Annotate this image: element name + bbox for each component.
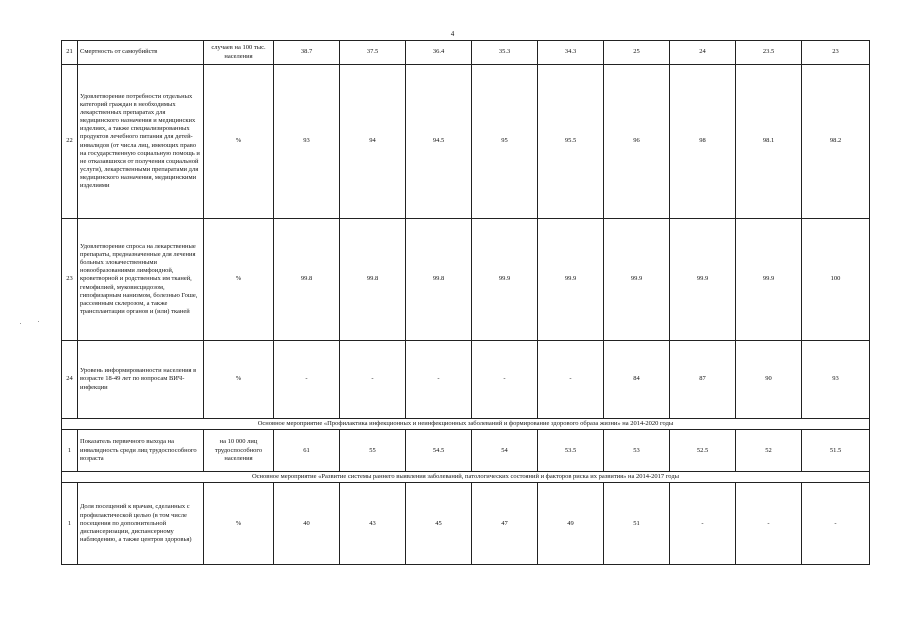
value-cell: 94.5	[406, 65, 472, 219]
value-cell: 84	[604, 341, 670, 419]
value-cell: 43	[340, 483, 406, 565]
row-number: 23	[62, 219, 78, 341]
value-cell: 95.5	[538, 65, 604, 219]
value-cell: 93	[802, 341, 870, 419]
value-cell: 99.9	[604, 219, 670, 341]
row-number: 24	[62, 341, 78, 419]
value-cell: 38.7	[274, 41, 340, 65]
unit-cell: %	[204, 483, 274, 565]
scan-artifact	[20, 323, 21, 324]
unit-cell: %	[204, 341, 274, 419]
row-number: 22	[62, 65, 78, 219]
table-row	[62, 430, 870, 472]
indicators-table	[61, 40, 870, 565]
value-cell: 54	[472, 430, 538, 472]
indicator-name: Удовлетворение спроса на лекарственные препараты, предназначенные для лечения больных злокачественными новообразованиями лимфоидной, кроветворной и родственных им тканей, гемофилией, муковисцидозом, гипофизарным нанизмом, болезнью Гоше, рассеянным склерозом, а также трансплантации органов и (или) тканей	[78, 219, 204, 341]
value-cell: 23	[802, 41, 870, 65]
value-cell: 98	[670, 65, 736, 219]
value-cell: 45	[406, 483, 472, 565]
value-cell: 36.4	[406, 41, 472, 65]
value-cell: 90	[736, 341, 802, 419]
value-cell: 25	[604, 41, 670, 65]
value-cell: 37.5	[340, 41, 406, 65]
unit-cell: %	[204, 219, 274, 341]
value-cell: 100	[802, 219, 870, 341]
value-cell: 55	[340, 430, 406, 472]
value-cell: -	[274, 341, 340, 419]
value-cell: -	[802, 483, 870, 565]
value-cell: 99.8	[406, 219, 472, 341]
table-row	[62, 341, 870, 419]
value-cell: 51	[604, 483, 670, 565]
section-header-row	[62, 472, 870, 483]
value-cell: 99.9	[670, 219, 736, 341]
value-cell: 52	[736, 430, 802, 472]
section-title: Основное мероприятие «Профилактика инфекционных и неинфекционных заболеваний и формирование здорового образа жизни» на 2014-2020 годы	[62, 419, 870, 430]
value-cell: 61	[274, 430, 340, 472]
value-cell: -	[670, 483, 736, 565]
unit-cell: %	[204, 65, 274, 219]
value-cell: -	[736, 483, 802, 565]
row-number: 21	[62, 41, 78, 65]
value-cell: 93	[274, 65, 340, 219]
value-cell: 54.5	[406, 430, 472, 472]
indicator-name: Доля посещений к врачам, сделанных с профилактической целью (в том числе посещения по дополнительной диспансеризации, диспансерному наблюдению, а также центров здоровья)	[78, 483, 204, 565]
value-cell: 49	[538, 483, 604, 565]
row-number: 1	[62, 483, 78, 565]
value-cell: 99.9	[538, 219, 604, 341]
value-cell: 53.5	[538, 430, 604, 472]
indicator-name: Удовлетворение потребности отдельных категорий граждан в необходимых лекарственных препаратах для медицинского назначения и медицинских изделиях, а также специализированных продуктов лечебного питания для детей-инвалидов (от числа лиц, имеющих право на государственную социальную помощь и не отказавшихся от получения социальной услуги), лекарственными препаратами для медицинского назначения, медицинскими изделиями	[78, 65, 204, 219]
table-row	[62, 483, 870, 565]
value-cell: 34.3	[538, 41, 604, 65]
table-body	[62, 41, 870, 565]
value-cell: 98.1	[736, 65, 802, 219]
value-cell: 23.5	[736, 41, 802, 65]
value-cell: 35.3	[472, 41, 538, 65]
scan-artifact	[38, 321, 39, 322]
unit-cell: случаев на 100 тыс. населения	[204, 41, 274, 65]
page-number: 4	[450, 30, 455, 38]
row-number: 1	[62, 430, 78, 472]
value-cell: 47	[472, 483, 538, 565]
table-row	[62, 41, 870, 65]
value-cell: 40	[274, 483, 340, 565]
value-cell: 98.2	[802, 65, 870, 219]
value-cell: 24	[670, 41, 736, 65]
value-cell: 53	[604, 430, 670, 472]
value-cell: 94	[340, 65, 406, 219]
value-cell: -	[406, 341, 472, 419]
table-row	[62, 65, 870, 219]
indicator-name: Уровень информированности населения в возрасте 18-49 лет по вопросам ВИЧ-инфекции	[78, 341, 204, 419]
value-cell: -	[538, 341, 604, 419]
value-cell: 96	[604, 65, 670, 219]
value-cell: 99.8	[274, 219, 340, 341]
value-cell: 99.8	[340, 219, 406, 341]
unit-cell: на 10 000 лиц трудоспособного населения	[204, 430, 274, 472]
value-cell: 87	[670, 341, 736, 419]
value-cell: 51.5	[802, 430, 870, 472]
value-cell: -	[472, 341, 538, 419]
value-cell: 99.9	[736, 219, 802, 341]
indicator-name: Показатель первичного выхода на инвалидность среди лиц трудоспособного возраста	[78, 430, 204, 472]
value-cell: 99.9	[472, 219, 538, 341]
indicator-name: Смертность от самоубийств	[78, 41, 204, 65]
section-title: Основное мероприятие «Развитие системы раннего выявления заболеваний, патологических состояний и факторов риска их развития» на 2014-2017 годы	[62, 472, 870, 483]
table-row	[62, 219, 870, 341]
value-cell: 95	[472, 65, 538, 219]
section-header-row	[62, 419, 870, 430]
value-cell: -	[340, 341, 406, 419]
value-cell: 52.5	[670, 430, 736, 472]
